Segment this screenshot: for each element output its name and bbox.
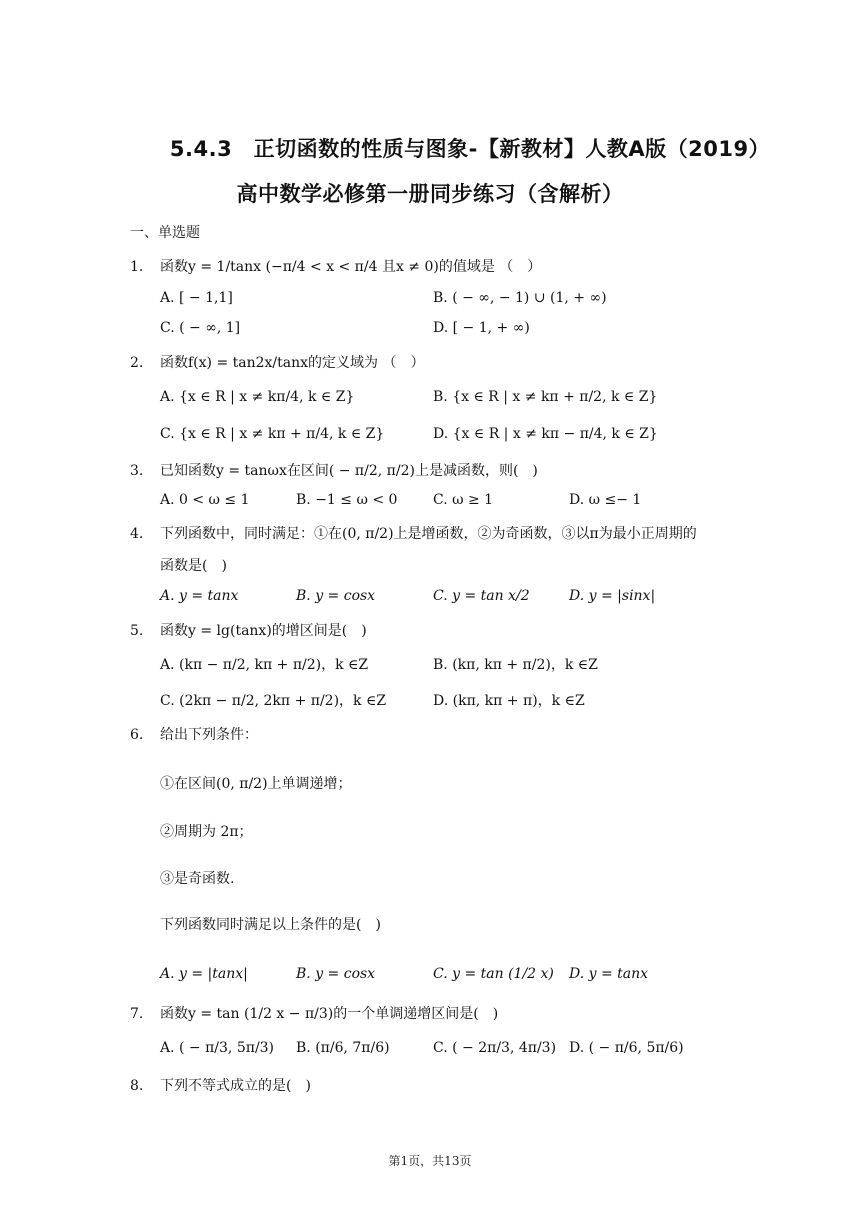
question-stem: 函数y = 1/tanx (−π/4 < x < π/4 且x ≠ 0)的值域是 （ ） — [160, 259, 542, 275]
option-c: C. ( − ∞, 1] — [160, 320, 241, 336]
question-stem: 下列不等式成立的是( ) — [160, 1078, 311, 1094]
option-b: B. −1 ≤ ω < 0 — [296, 492, 398, 508]
option-b: B. y = cosx — [296, 966, 376, 982]
question-4 — [130, 523, 697, 543]
condition-1: ①在区间(0, π/2)上单调递增； — [160, 776, 352, 792]
question-stem: 函数y = tan (1/2 x − π/3)的一个单调递增区间是( ) — [160, 1006, 499, 1022]
option-c: C. ω ≥ 1 — [433, 492, 494, 508]
option-b: B. ( − ∞, − 1) ∪ (1, + ∞) — [433, 290, 607, 306]
option-c: C. y = tan x/2 — [433, 588, 530, 604]
question-5 — [130, 620, 367, 640]
option-b: B. {x ∈ R | x ≠ kπ + π/2, k ∈ Z} — [433, 389, 658, 405]
title-line-2: 高中数学必修第一册同步练习（含解析） — [236, 182, 624, 206]
option-d: D. ω ≤− 1 — [569, 492, 642, 508]
question-number: 5. — [130, 623, 144, 639]
option-d: D. (kπ, kπ + π)，k ∈Z — [433, 693, 585, 709]
question-1 — [130, 256, 541, 276]
question-ask: 下列函数同时满足以上条件的是( ) — [160, 917, 381, 933]
option-c: C. y = tan (1/2 x) — [433, 966, 554, 982]
question-8 — [130, 1075, 311, 1095]
question-number: 4. — [130, 526, 144, 542]
question-stem: 给出下列条件： — [160, 727, 258, 743]
question-number: 8. — [130, 1078, 144, 1094]
option-c: C. (2kπ − π/2, 2kπ + π/2)，k ∈Z — [160, 693, 387, 709]
condition-2: ②周期为 2π； — [160, 824, 253, 840]
title-line-1: 5.4.3 正切函数的性质与图象-【新教材】人教A版（2019） — [169, 137, 771, 161]
option-d: D. ( − π/6, 5π/6) — [569, 1040, 684, 1056]
option-a: A. {x ∈ R | x ≠ kπ/4, k ∈ Z} — [160, 389, 355, 405]
option-c: C. ( − 2π/3, 4π/3) — [433, 1040, 557, 1056]
option-a: A. 0 < ω ≤ 1 — [160, 492, 250, 508]
section-heading: 一、单选题 — [130, 225, 200, 241]
page-footer: 第1页，共13页 — [388, 1154, 472, 1168]
condition-3: ③是奇函数. — [160, 871, 235, 887]
option-a: A. ( − π/3, 5π/3) — [160, 1040, 275, 1056]
question-7 — [130, 1003, 498, 1023]
option-d: D. {x ∈ R | x ≠ kπ − π/4, k ∈ Z} — [433, 426, 658, 442]
question-number: 2. — [130, 355, 144, 371]
option-a: A. y = |tanx| — [160, 966, 248, 982]
question-number: 6. — [130, 727, 144, 743]
option-d: D. y = tanx — [569, 966, 649, 982]
question-stem: 函数f(x) = tan2x/tanx的定义域为 （ ） — [160, 355, 425, 371]
question-stem: 函数y = lg(tanx)的增区间是( ) — [160, 623, 367, 639]
question-stem-continued: 函数是( ) — [160, 558, 227, 574]
option-c: C. {x ∈ R | x ≠ kπ + π/4, k ∈ Z} — [160, 426, 385, 442]
option-b: B. y = cosx — [296, 588, 376, 604]
option-b: B. (π/6, 7π/6) — [296, 1040, 390, 1056]
question-3 — [130, 460, 538, 480]
question-stem: 已知函数y = tanωx在区间( − π/2, π/2)上是减函数，则( ) — [160, 463, 538, 479]
question-number: 7. — [130, 1006, 144, 1022]
question-number: 3. — [130, 463, 144, 479]
option-a: A. [ − 1,1] — [160, 290, 233, 306]
option-b: B. (kπ, kπ + π/2)，k ∈Z — [433, 657, 598, 673]
option-a: A. (kπ − π/2, kπ + π/2)，k ∈Z — [160, 657, 369, 673]
option-d: D. [ − 1, + ∞) — [433, 320, 530, 336]
question-stem: 下列函数中，同时满足：①在(0, π/2)上是增函数，②为奇函数，③以π为最小正周期的 — [160, 526, 697, 542]
option-d: D. y = |sinx| — [569, 588, 656, 604]
question-2 — [130, 352, 424, 372]
option-a: A. y = tanx — [160, 588, 239, 604]
question-number: 1. — [130, 259, 144, 275]
question-6 — [130, 724, 258, 744]
